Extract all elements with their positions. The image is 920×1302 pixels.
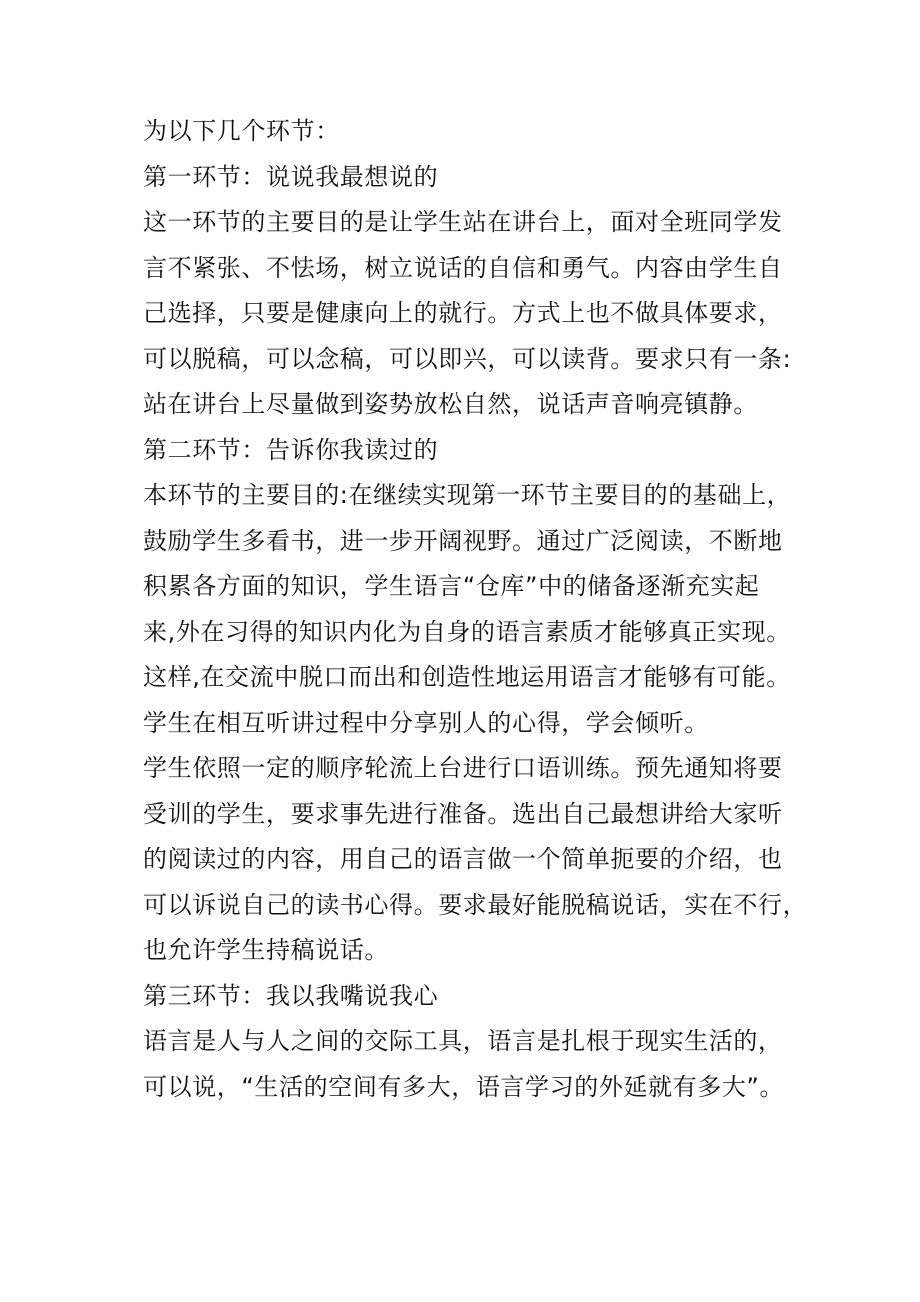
paragraph-line: 可以诉说自己的读书心得。要求最好能脱稿说话，实在不行， bbox=[143, 890, 808, 919]
paragraph-line: 学生依照一定的顺序轮流上台进行口语训练。预先通知将要 bbox=[143, 754, 783, 782]
paragraph-line: 的阅读过的内容，用自己的语言做一个简单扼要的介绍，也 bbox=[143, 845, 783, 873]
paragraph-line: 站在讲台上尽量做到姿势放松自然，说话声音响亮镇静。 bbox=[143, 390, 758, 418]
document-body bbox=[143, 109, 823, 1110]
section-heading-1: 第一环节：说说我最想说的 bbox=[143, 162, 439, 191]
paragraph-line: 受训的学生，要求事先进行准备。选出自己最想讲给大家听 bbox=[143, 799, 783, 828]
paragraph-line: 这样,在交流中脱口而出和创造性地运用语言才能够有可能。 bbox=[143, 663, 791, 691]
intro-line: 为以下几个环节： bbox=[143, 117, 340, 145]
paragraph-line: 积累各方面的知识，学生语言“仓库”中的储备逐渐充实起 bbox=[143, 572, 760, 600]
paragraph-line: 学生在相互听讲过程中分享别人的心得，学会倾听。 bbox=[143, 708, 709, 737]
paragraph-line: 语言是人与人之间的交际工具，语言是扎根于现实生活的， bbox=[143, 1027, 783, 1055]
paragraph-line: 鼓励学生多看书，进一步开阔视野。通过广泛阅读，不断地 bbox=[143, 526, 783, 555]
paragraph-line: 己选择，只要是健康向上的就行。方式上也不做具体要求， bbox=[143, 299, 783, 327]
paragraph-line: 这一环节的主要目的是让学生站在讲台上，面对全班同学发 bbox=[143, 208, 783, 236]
paragraph-line: 也允许学生持稿说话。 bbox=[143, 936, 389, 964]
paragraph-line: 来,外在习得的知识内化为自身的语言素质才能够真正实现。 bbox=[143, 617, 791, 646]
paragraph-line: 可以脱稿，可以念稿，可以即兴，可以读背。要求只有一条: bbox=[143, 344, 792, 373]
paragraph-line: 本环节的主要目的:在继续实现第一环节主要目的的基础上， bbox=[143, 481, 792, 509]
paragraph-line: 言不紧张、不怯场，树立说话的自信和勇气。内容由学生自 bbox=[143, 253, 783, 282]
section-heading-3: 第三环节：我以我嘴说我心 bbox=[143, 981, 439, 1010]
section-heading-2: 第二环节：告诉你我读过的 bbox=[143, 435, 439, 464]
paragraph-line: 可以说，“生活的空间有多大，语言学习的外延就有多大”。 bbox=[143, 1072, 785, 1101]
